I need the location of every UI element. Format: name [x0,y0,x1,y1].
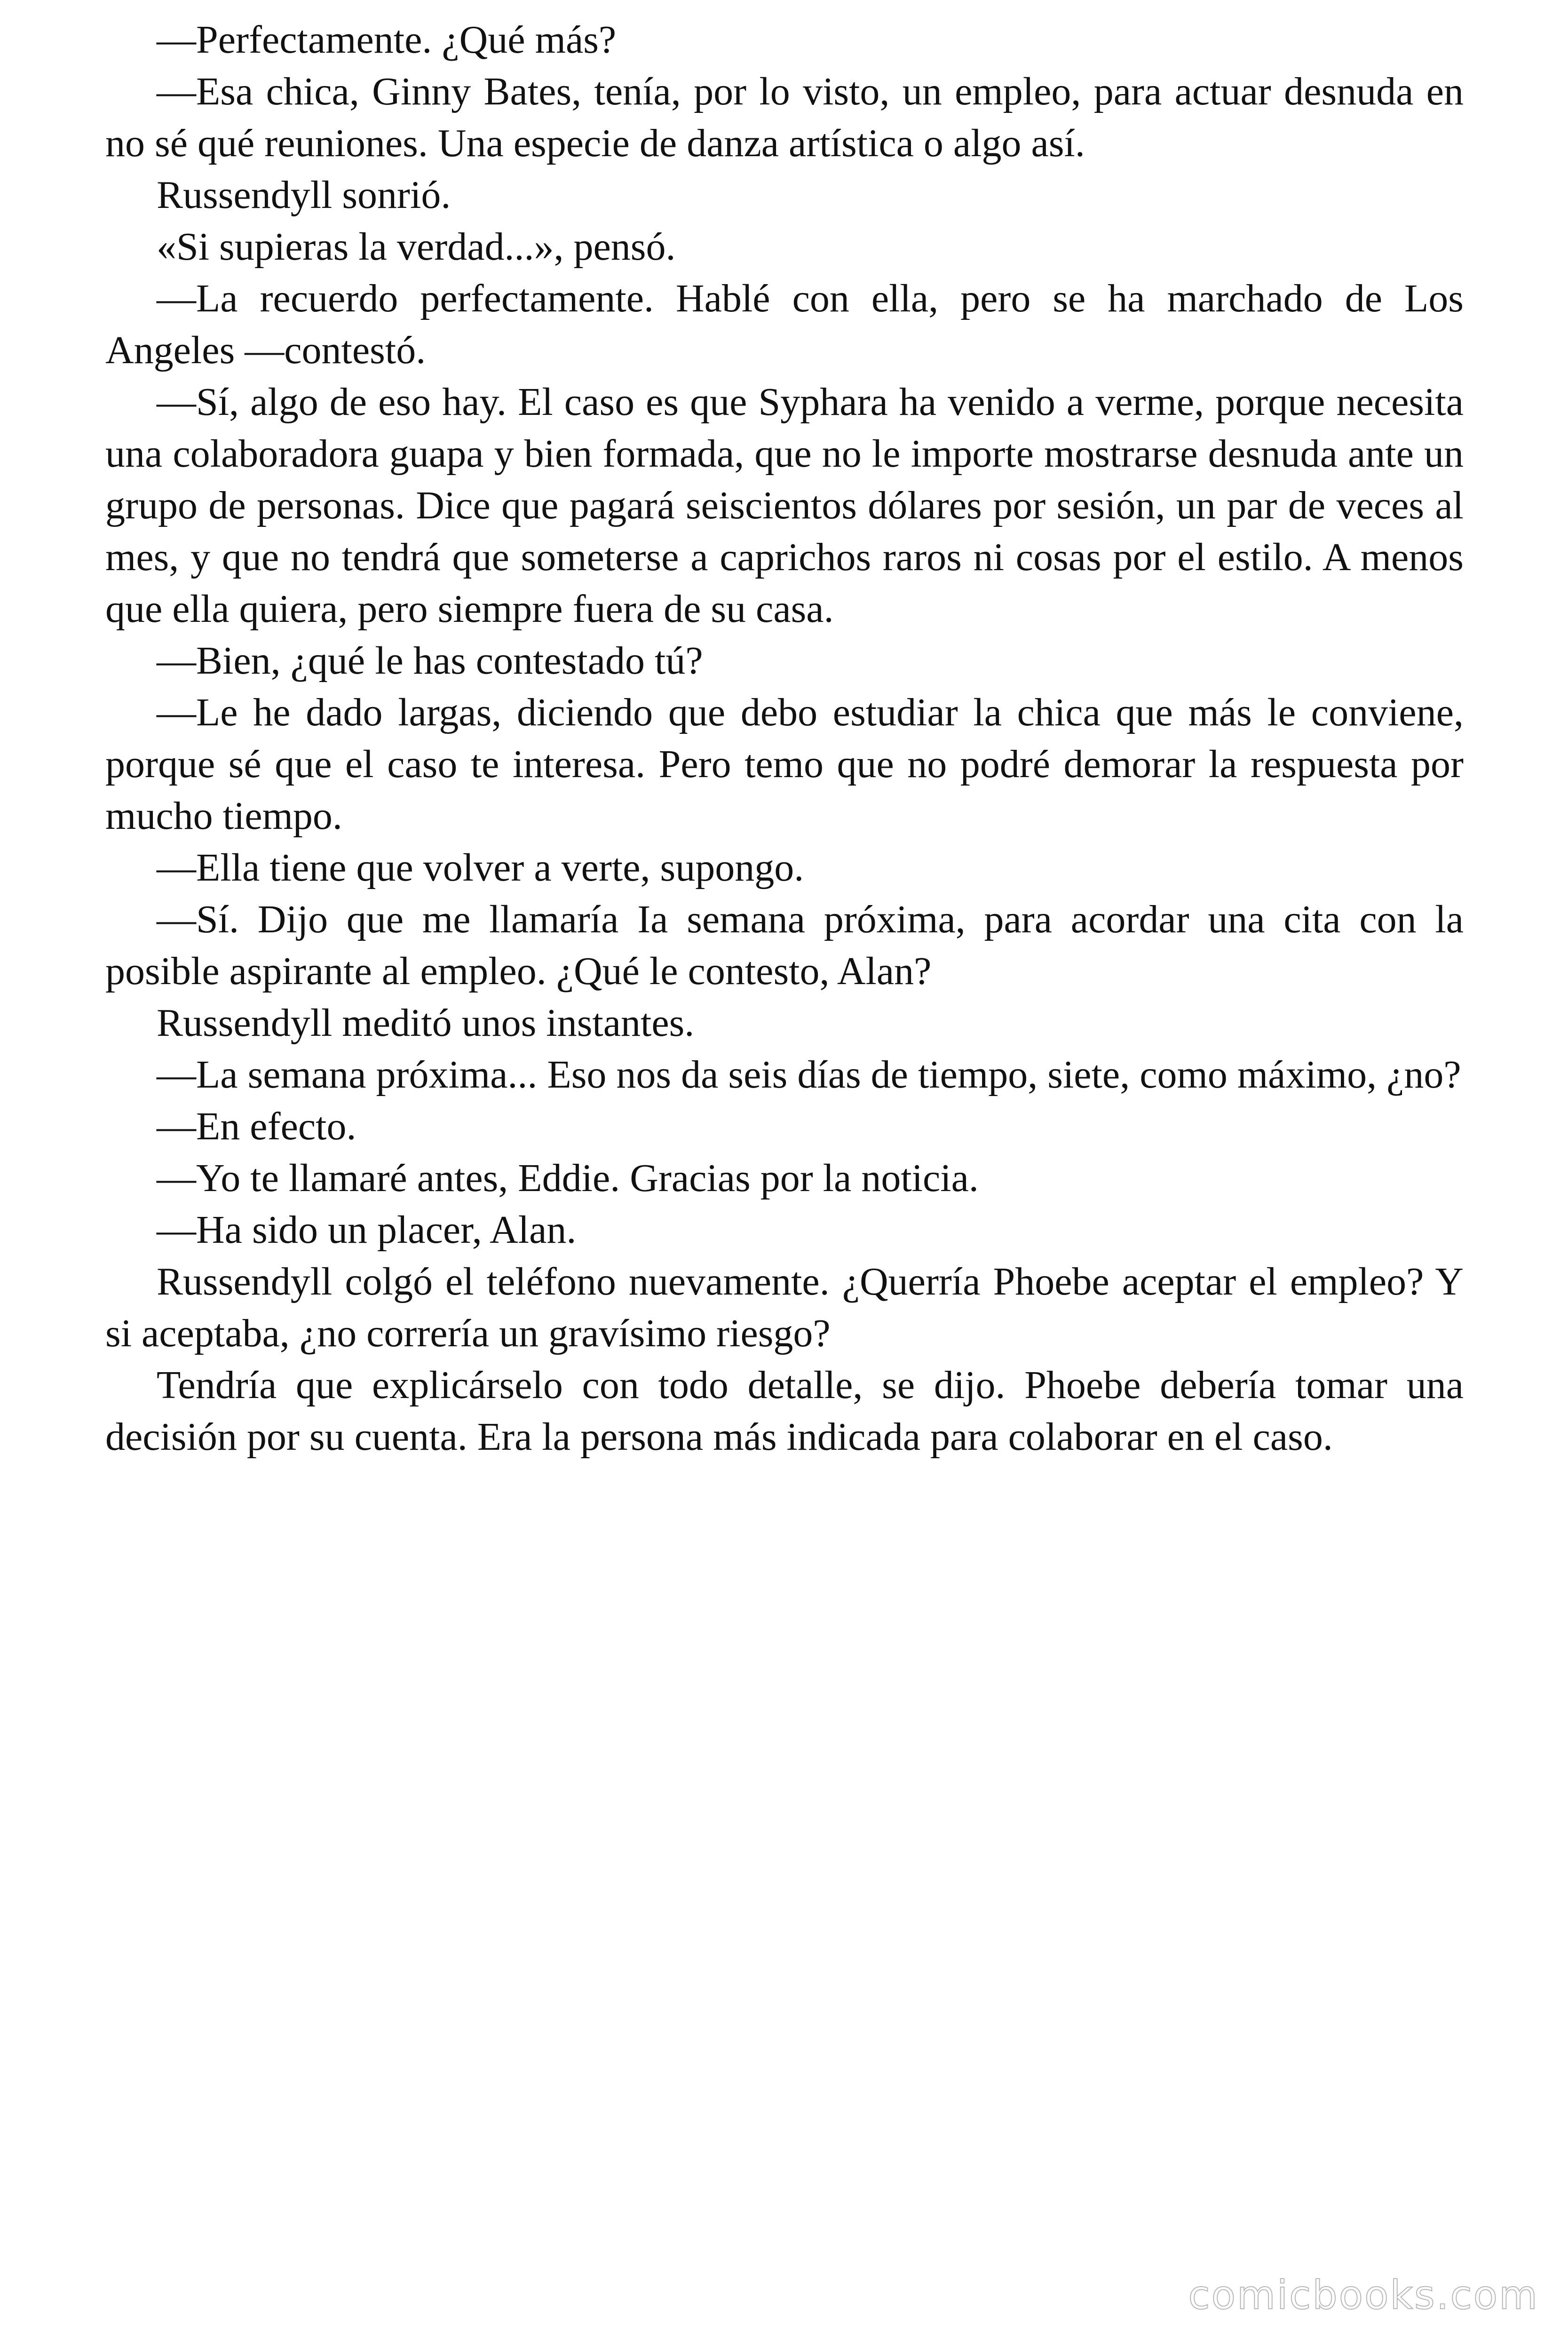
paragraph: —Sí. Dijo que me llamaría Ia semana próxima, para acordar una cita con la posible aspirante al empleo. ¿Qué le contesto, Alan? [105,898,1464,993]
paragraph: —Le he dado largas, diciendo que debo estudiar la chica que más le conviene, porque sé que el caso te interesa. Pero temo que no podré demorar la respuesta por mucho tiempo. [105,691,1464,838]
body-text [105,14,1464,1463]
paragraph: Russendyll meditó unos instantes. [157,1001,695,1045]
paragraph: Russendyll sonrió. [157,173,451,217]
paragraph: —Esa chica, Ginny Bates, tenía, por lo visto, un empleo, para actuar desnuda en no sé qué reuniones. Una especie de danza artística o algo así. [105,70,1464,165]
paragraph: —En efecto. [157,1104,356,1148]
paragraph: Tendría que explicárselo con todo detalle, se dijo. Phoebe debería tomar una decisión por su cuenta. Era la persona más indicada para colaborar en el caso. [105,1363,1464,1459]
paragraph: —Bien, ¿qué le has contestado tú? [157,639,703,683]
paragraph: «Si supieras la verdad...», pensó. [157,225,676,269]
paragraph: —La semana próxima... Eso nos da seis días de tiempo, siete, como máximo, ¿no? [157,1053,1461,1097]
paragraph: —Yo te llamaré antes, Eddie. Gracias por la noticia. [157,1156,979,1200]
paragraph: —Ella tiene que volver a verte, supongo. [157,846,804,890]
paragraph: —Perfectamente. ¿Qué más? [157,18,617,62]
paragraph: —Sí, algo de eso hay. El caso es que Syphara ha venido a verme, porque necesita una colaboradora guapa y bien formada, que no le importe mostrarse desnuda ante un grupo de personas. Dice que pagará seiscientos dólares por sesión, un par de veces al mes, y que no tendrá que someterse a caprichos raros ni cosas por el estilo. A menos que ella quiera, pero siempre fuera de su casa. [105,380,1464,631]
watermark: comicbooks.com [1188,2272,1539,2318]
paragraph: —Ha sido un placer, Alan. [157,1208,577,1252]
paragraph: —La recuerdo perfectamente. Hablé con ella, pero se ha marchado de Los Angeles —contestó. [105,277,1464,372]
paragraph: Russendyll colgó el teléfono nuevamente. ¿Querría Phoebe aceptar el empleo? Y si aceptaba, ¿no correría un gravísimo riesgo? [105,1260,1464,1355]
